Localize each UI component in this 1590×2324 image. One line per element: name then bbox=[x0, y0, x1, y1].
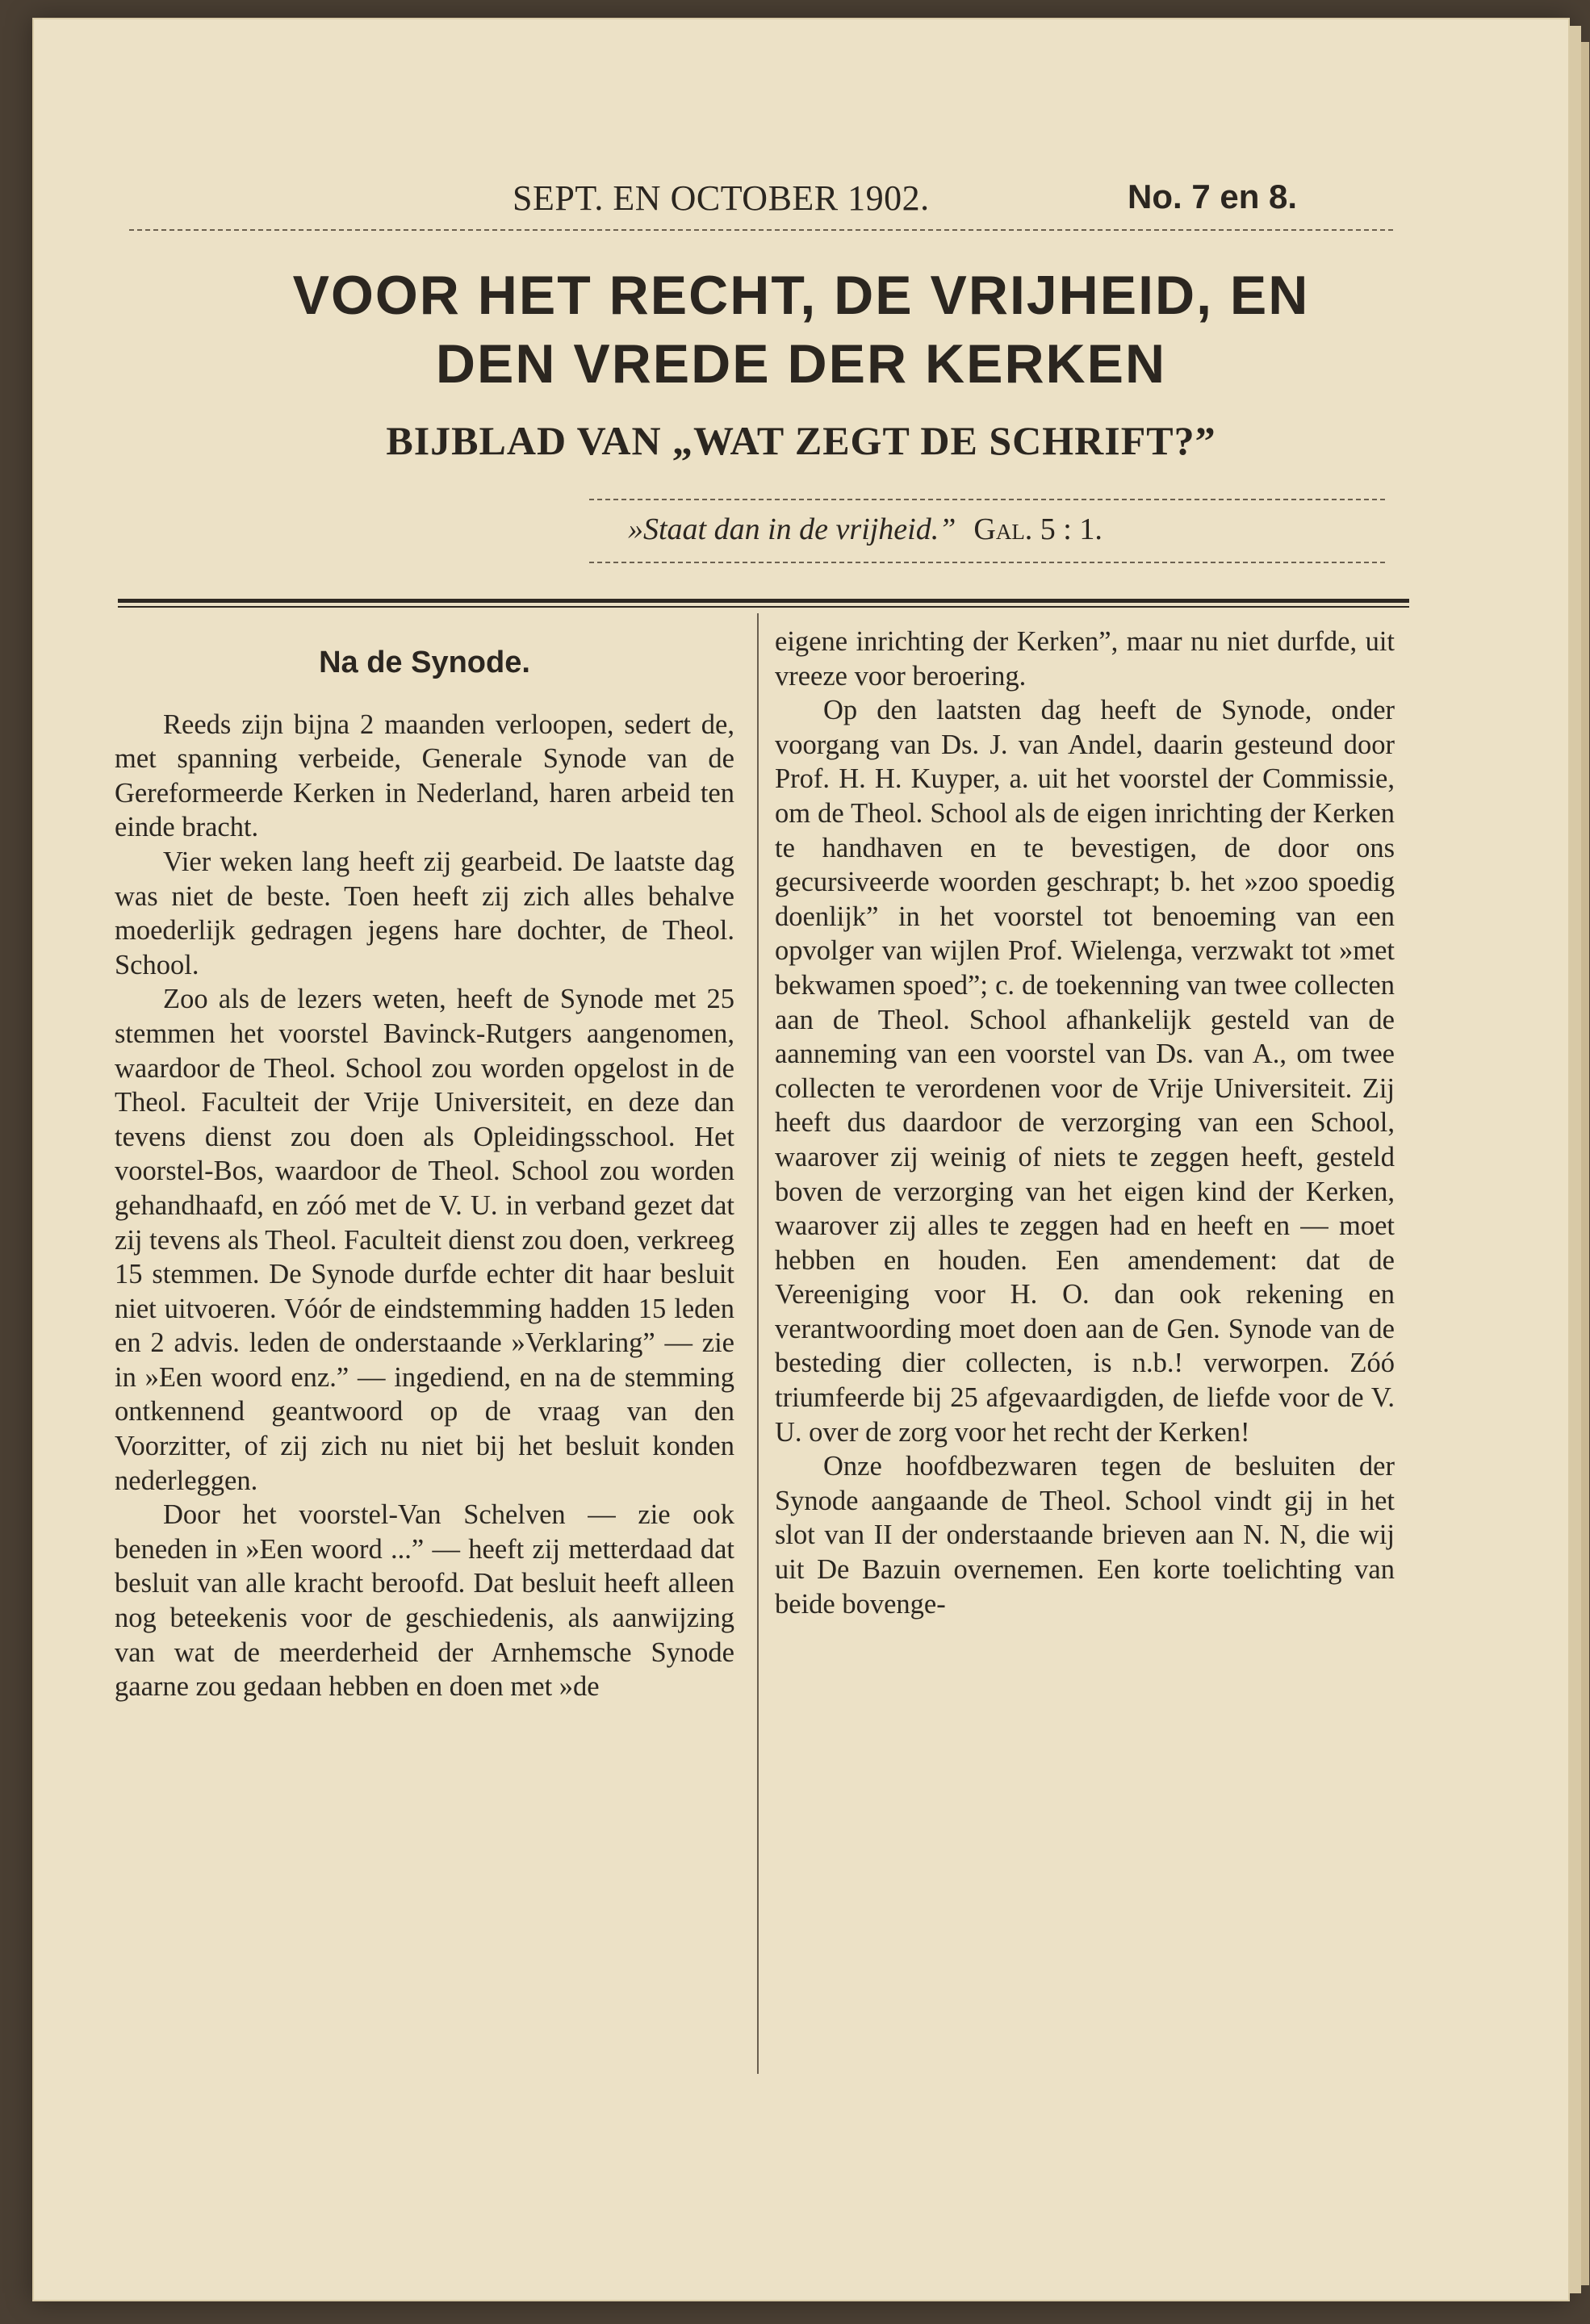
masthead-title-line1: VOOR HET RECHT, DE VRIJHEID, EN bbox=[292, 265, 1310, 326]
paragraph-continued: eigene inrichting der Kerken”, maar nu niet durfde, uit vreeze voor beroering. bbox=[775, 626, 1395, 692]
paragraph: Reeds zijn bijna 2 maanden verloopen, sedert de, met spanning verbeide, Generale Synode van de Gereformeerde Kerken in Nederland, haren arbeid ten einde bracht. bbox=[115, 708, 734, 843]
paragraph: Vier weken lang heeft zij gearbeid. De laatste dag was niet de beste. Toen heeft zij zich alles behalve moederlijk gedragen jegens hare dochter, de Theol. School. bbox=[115, 846, 734, 980]
column-divider bbox=[757, 613, 759, 2074]
paragraph: Zoo als de lezers weten, heeft de Synode met 25 stemmen het voorstel Bavinck-Rutgers aangenomen, waardoor de Theol. School zou worden opgelost in de Theol. Faculteit der Vrije Universiteit, en deze dan tevens dienst zou doen als Opleidingsschool. Het voorstel-Bos, waardoor de Theol. School zou worden gehandhaafd, en zóó met de V. U. in verband gezet dat zij tevens als Theol. Faculteit dienst zou doen, verkreeg 15 stemmen. De Synode durfde echter dit haar besluit niet uitvoeren. Vóór de eindstemming hadden 15 leden en 2 advis. leden de onderstaande »Verklaring” — zie in »Een woord enz.” — ingediend, en na de stemming ontkennend geantwoord op de vraag van den Voorzitter, of zij zich nu niet bij het besluit konden nederleggen. bbox=[115, 984, 734, 1496]
page-edge-under bbox=[1581, 42, 1589, 2285]
newspaper-page bbox=[32, 18, 1570, 2301]
masthead-title-line2: DEN VREDE DER KERKEN bbox=[435, 333, 1167, 395]
left-column bbox=[115, 625, 734, 1704]
paragraph: Door het voorstel-Van Schelven — zie ook beneden in »Een woord ...” — heeft zij metterdaad dat besluit van alle kracht beroofd. Dat besluit heeft alleen nog beteekenis voor de geschiedenis, als aanwijzing van wat de meerderheid der Arnhemsche Synode gaarne zou gedaan hebben en doen met »de bbox=[115, 1499, 734, 1703]
page-edge bbox=[1570, 26, 1581, 2293]
article-heading: Na de Synode. bbox=[319, 646, 530, 679]
motto bbox=[628, 512, 1103, 547]
wavy-rule-motto-bottom bbox=[589, 558, 1388, 566]
issue-number: No. 7 en 8. bbox=[1128, 178, 1298, 215]
dateline: SEPT. EN OCTOBER 1902. bbox=[513, 178, 930, 218]
header-rule-thin bbox=[118, 606, 1409, 608]
motto-reference: Gal. 5 : 1. bbox=[973, 512, 1103, 546]
motto-quote: »Staat dan in de vrijheid.” bbox=[628, 512, 956, 546]
wavy-rule-top bbox=[129, 226, 1396, 234]
header-rule-thick bbox=[118, 599, 1409, 603]
wavy-rule-motto-top bbox=[589, 495, 1388, 504]
paragraph: Op den laatsten dag heeft de Synode, onder voorgang van Ds. J. van Andel, daarin gesteund door Prof. H. H. Kuyper, a. uit het voorstel der Commissie, om de Theol. School als de eigen inrichting der Kerken te handhaven en te bevestigen, de door ons gecursiveerde woorden geschrapt; b. het »zoo spoedig doenlijk” in het voorstel tot benoeming van een opvolger van wijlen Prof. Wielenga, verzwakt tot »met bekwamen spoed”; c. de toekenning van twee collecten aan de Theol. School afhankelijk gesteld van de aanneming van een voorstel van Ds. van A., om twee collecten te verordenen voor de Vrije Universiteit. Zij heeft dus daardoor de verzorging van een School, waarover zij weinig of niets te zeggen heeft, gesteld boven de verzorging van het eigen kind der Kerken, waarover zij alles te zeggen had en heeft en — moet hebben en houden. Een amendement: dat de Vereeniging voor H. O. dan ook rekening en verantwoording moet doen aan de Gen. Synode van de besteding dier collecten, is n.b.! verworpen. Zóó triumfeerde bij 25 afgevaardigden, de liefde voor de V. U. over de zorg voor het recht der Kerken! bbox=[775, 695, 1395, 1448]
right-column bbox=[775, 625, 1395, 1621]
paragraph: Onze hoofdbezwaren tegen de besluiten der Synode aangaande de Theol. School vindt gij in het slot van II der onderstaande brieven aan N. N, die wij uit De Bazuin overnemen. Een korte toelichting van beide bovenge- bbox=[775, 1451, 1395, 1620]
masthead-subtitle: BIJBLAD VAN „WAT ZEGT DE SCHRIFT?” bbox=[386, 418, 1216, 463]
